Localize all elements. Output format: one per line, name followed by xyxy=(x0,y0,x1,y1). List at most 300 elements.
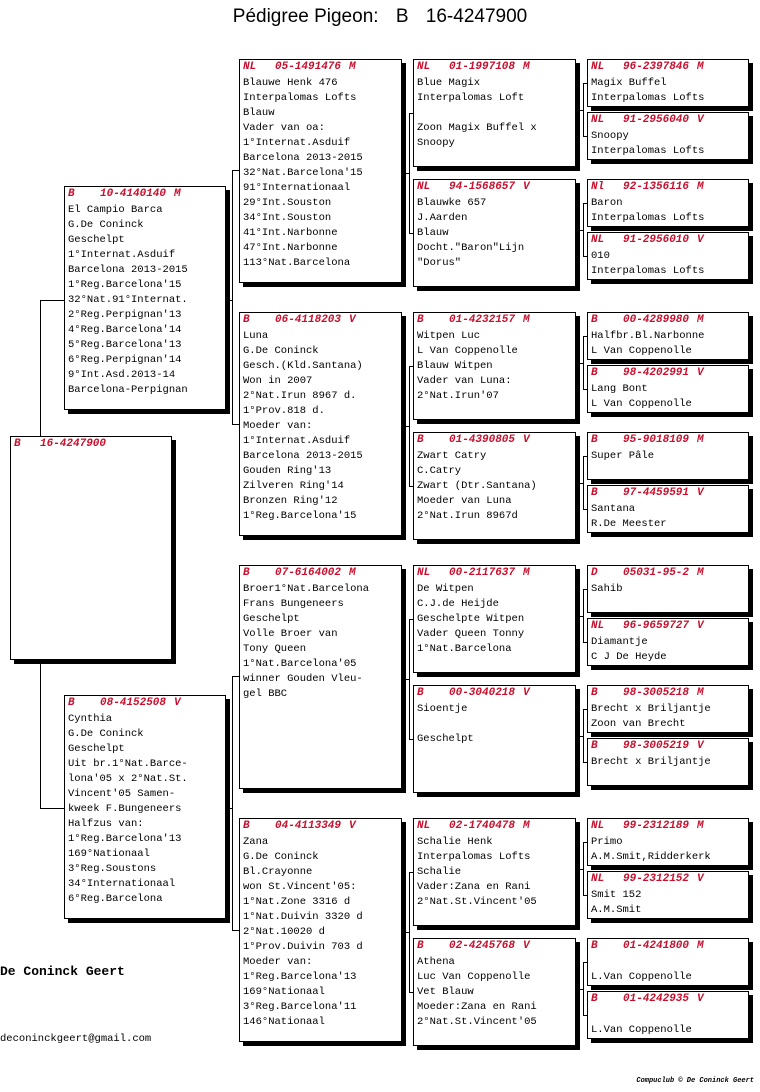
great-great-grandparent-card xyxy=(587,738,749,786)
ring-number: 06-4118203 xyxy=(275,314,342,326)
connector xyxy=(232,676,233,930)
pigeon-ring-header xyxy=(11,437,171,451)
detail-line: Luna xyxy=(243,330,269,342)
detail-line: Blauw xyxy=(417,227,449,239)
pigeon-details xyxy=(414,953,575,1030)
ring-sex: M xyxy=(697,314,704,326)
ring-country: NL xyxy=(591,820,605,832)
ring-sex: V xyxy=(523,434,530,446)
connector xyxy=(232,424,239,425)
pigeon-ring-header xyxy=(588,739,748,753)
pigeon-ring-header xyxy=(414,566,575,580)
pigeon-details xyxy=(414,327,575,404)
detail-line: Geschelpt xyxy=(68,234,125,246)
detail-line: L Van Coppenolle xyxy=(591,398,692,410)
detail-line: 47°Int.Narbonne xyxy=(243,242,338,254)
detail-line: Interpalomas Lofts xyxy=(243,92,357,104)
detail-line: Zwart Catry xyxy=(417,450,487,462)
great-grandparent-card xyxy=(413,685,576,793)
detail-line: gel BBC xyxy=(243,688,288,700)
detail-line: 32°Nat.Barcelona'15 xyxy=(243,167,363,179)
ring-number: 02-4245768 xyxy=(449,940,516,952)
ring-sex: M xyxy=(697,687,704,699)
detail-line: 29°Int.Souston xyxy=(243,197,332,209)
pigeon-details xyxy=(588,953,748,985)
detail-line: Schalie Henk xyxy=(417,836,493,848)
detail-line: Blauw xyxy=(243,107,275,119)
ring-sex: M xyxy=(523,61,530,73)
detail-line: Schalie xyxy=(417,866,462,878)
detail-line: 1°Prov.818 d. xyxy=(243,405,325,417)
pigeon-ring-header xyxy=(588,366,748,380)
ring-sex: M xyxy=(349,567,356,579)
detail-line: Witpen Luc xyxy=(417,330,481,342)
detail-line: kweek F.Bungeneers xyxy=(68,803,182,815)
pigeon-details xyxy=(588,74,748,106)
connector xyxy=(576,483,583,484)
detail-line: Vader van Luna: xyxy=(417,375,512,387)
subject-pigeon-card xyxy=(10,436,172,660)
detail-line: Zilveren Ring'14 xyxy=(243,480,344,492)
pigeon-ring-header xyxy=(240,566,401,580)
connector xyxy=(40,300,64,301)
detail-line: Zwart (Dtr.Santana) xyxy=(417,480,537,492)
ring-number: 98-4202991 xyxy=(623,367,690,379)
pigeon-ring-header xyxy=(588,819,748,833)
ring-country: B xyxy=(243,314,250,326)
pigeon-ring-header xyxy=(240,819,401,833)
pigeon-ring-header xyxy=(414,60,575,74)
ring-sex: M xyxy=(697,940,704,952)
connector xyxy=(583,962,584,1015)
detail-line: G.De Coninck xyxy=(68,219,144,231)
detail-line: 34°Int.Souston xyxy=(243,212,332,224)
great-grandparent-card xyxy=(413,432,576,540)
connector xyxy=(576,230,583,231)
detail-line: 3°Reg.Soustons xyxy=(68,863,157,875)
detail-line: Interpalomas Lofts xyxy=(417,851,531,863)
detail-line: 1°Nat.Duivin 3320 d xyxy=(243,911,363,923)
pigeon-details xyxy=(588,447,748,464)
ring-sex: M xyxy=(174,188,181,200)
detail-line: 146°Nationaal xyxy=(243,1016,325,1028)
detail-line: Uit br.1°Nat.Barce- xyxy=(68,758,188,770)
pigeon-ring-header xyxy=(240,60,401,74)
detail-line: Interpalomas Lofts xyxy=(591,265,705,277)
great-great-grandparent-card xyxy=(587,818,749,866)
detail-line: "Dorus" xyxy=(417,257,462,269)
pigeon-ring-header xyxy=(65,696,225,710)
detail-line: Barcelona 2013-2015 xyxy=(243,450,363,462)
ring-sex: V xyxy=(697,873,704,885)
connector xyxy=(583,83,584,136)
detail-line: Moeder van: xyxy=(243,420,313,432)
detail-line: G.De Coninck xyxy=(68,728,144,740)
connector xyxy=(402,932,409,933)
connector xyxy=(40,664,41,808)
detail-line: Interpalomas Lofts xyxy=(591,145,705,157)
ring-country: NL xyxy=(417,820,431,832)
pigeon-details xyxy=(414,833,575,910)
detail-line: 1°Internat.Asduif xyxy=(68,249,176,261)
detail-line: 169°Nationaal xyxy=(68,848,150,860)
detail-line: Gouden Ring'13 xyxy=(243,465,332,477)
detail-line: L Van Coppenolle xyxy=(417,345,518,357)
ring-country: Nl xyxy=(591,181,605,193)
ring-country: NL xyxy=(591,114,605,126)
ring-sex: V xyxy=(349,820,356,832)
detail-line: 1°Reg.Barcelona'13 xyxy=(68,833,182,845)
ring-country: NL xyxy=(591,873,605,885)
connector xyxy=(583,709,584,762)
detail-line: Primo xyxy=(591,836,623,848)
ring-number: 97-4459591 xyxy=(623,487,690,499)
detail-line: Zoon van Brecht xyxy=(591,718,686,730)
detail-line: Halfzus van: xyxy=(68,818,144,830)
connector xyxy=(576,989,583,990)
pigeon-details xyxy=(588,500,748,532)
ring-number: 96-2397846 xyxy=(623,61,690,73)
ring-sex: M xyxy=(697,820,704,832)
pigeon-details xyxy=(588,127,748,159)
detail-line: 1°Nat.Barcelona xyxy=(417,643,512,655)
ring-number: 92-1356116 xyxy=(623,181,690,193)
detail-line: Volle Broer van xyxy=(243,628,338,640)
ring-sex: V xyxy=(697,993,704,1005)
detail-line: Diamantje xyxy=(591,636,648,648)
detail-line: 169°Nationaal xyxy=(243,986,325,998)
detail-line: Vet Blauw xyxy=(417,986,474,998)
detail-line: L.Van Coppenolle xyxy=(591,1024,692,1036)
pigeon-ring-header xyxy=(588,313,748,327)
detail-line: L Van Coppenolle xyxy=(591,345,692,357)
detail-line: Santana xyxy=(591,503,636,515)
pigeon-ring-header xyxy=(414,180,575,194)
detail-line: 2°Nat.Irun 8967d xyxy=(417,510,518,522)
connector xyxy=(40,300,41,436)
great-grandparent-card xyxy=(413,565,576,673)
detail-line: Geschelpt xyxy=(417,733,474,745)
ring-country: B xyxy=(591,687,598,699)
ring-sex: M xyxy=(697,434,704,446)
ring-number: 96-9659727 xyxy=(623,620,690,632)
detail-line: 2°Nat.St.Vincent'05 xyxy=(417,896,537,908)
ring-country: B xyxy=(417,687,424,699)
detail-line: winner Gouden Vleu- xyxy=(243,673,363,685)
great-grandparent-card xyxy=(413,818,576,926)
detail-line: 1°Prov.Duivin 703 d xyxy=(243,941,363,953)
detail-line: Luc Van Coppenolle xyxy=(417,971,531,983)
ring-sex: V xyxy=(697,740,704,752)
detail-line: 010 xyxy=(591,250,610,262)
great-great-grandparent-card xyxy=(587,938,749,986)
ring-country: B xyxy=(417,940,424,952)
connector xyxy=(583,203,584,256)
ring-country: B xyxy=(417,314,424,326)
detail-line: Smit 152 xyxy=(591,889,642,901)
ring-number: 91-2956010 xyxy=(623,234,690,246)
detail-line: 32°Nat.91°Internat. xyxy=(68,294,188,306)
detail-line: Gesch.(Kld.Santana) xyxy=(243,360,363,372)
detail-line: Barcelona 2013-2015 xyxy=(68,264,188,276)
ring-country: NL xyxy=(243,61,257,73)
detail-line: Zoon Magix Buffel x xyxy=(417,122,537,134)
detail-line: C J De Heyde xyxy=(591,651,667,663)
pigeon-ring-header xyxy=(588,566,748,580)
detail-line: Sioentje xyxy=(417,703,468,715)
detail-line: lona'05 x 2°Nat.St. xyxy=(68,773,188,785)
detail-line: 113°Nat.Barcelona xyxy=(243,257,351,269)
connector xyxy=(226,300,232,301)
ring-sex: V xyxy=(697,114,704,126)
father-card xyxy=(64,186,226,410)
ring-country: B xyxy=(243,567,250,579)
connector xyxy=(583,842,584,895)
great-great-grandparent-card xyxy=(587,432,749,480)
great-great-grandparent-card xyxy=(587,312,749,360)
ring-sex: V xyxy=(349,314,356,326)
ring-number: 04-4113349 xyxy=(275,820,342,832)
connector xyxy=(232,930,239,931)
detail-line: Geschelpt xyxy=(68,743,125,755)
pigeon-details xyxy=(414,74,575,151)
ring-number: 16-4247900 xyxy=(40,438,107,450)
detail-line: 2°Nat.10020 d xyxy=(243,926,325,938)
detail-line: 5°Reg.Barcelona'13 xyxy=(68,339,182,351)
ring-number: 95-9018109 xyxy=(623,434,690,446)
pigeon-ring-header xyxy=(414,819,575,833)
pigeon-details xyxy=(588,633,748,665)
detail-line: A.M.Smit,Ridderkerk xyxy=(591,851,711,863)
pigeon-details xyxy=(240,327,401,524)
pigeon-details xyxy=(414,700,575,747)
detail-line: 2°Nat.Irun'07 xyxy=(417,390,499,402)
great-great-grandparent-card xyxy=(587,685,749,733)
ring-number: 08-4152508 xyxy=(100,697,167,709)
pigeon-details xyxy=(65,201,225,398)
detail-line: 2°Reg.Perpignan'13 xyxy=(68,309,182,321)
pigeon-ring-header xyxy=(588,486,748,500)
ring-country: NL xyxy=(591,620,605,632)
title-ring: 16-4247900 xyxy=(425,6,528,27)
detail-line: 6°Reg.Barcelona xyxy=(68,893,163,905)
detail-line: 1°Internat.Asduif xyxy=(243,435,351,447)
title-country: B xyxy=(395,6,409,27)
ring-number: 01-4390805 xyxy=(449,434,516,446)
detail-line: 91°Internationaal xyxy=(243,182,351,194)
detail-line: Barcelona-Perpignan xyxy=(68,384,188,396)
great-great-grandparent-card xyxy=(587,179,749,227)
pigeon-ring-header xyxy=(588,180,748,194)
pigeon-ring-header xyxy=(588,939,748,953)
pigeon-details xyxy=(588,833,748,865)
detail-line: Cynthia xyxy=(68,713,113,725)
detail-line: 1°Nat.Zone 3316 d xyxy=(243,896,351,908)
detail-line: Geschelpte Witpen xyxy=(417,613,525,625)
ring-country: B xyxy=(417,434,424,446)
ring-sex: M xyxy=(697,181,704,193)
pigeon-ring-header xyxy=(414,433,575,447)
pigeon-ring-header xyxy=(588,686,748,700)
ring-sex: M xyxy=(697,567,704,579)
detail-line: Frans Bungeneers xyxy=(243,598,344,610)
ring-sex: V xyxy=(523,687,530,699)
grandparent-card xyxy=(239,565,402,789)
detail-line: Halfbr.Bl.Narbonne xyxy=(591,330,705,342)
ring-number: 05031-95-2 xyxy=(623,567,690,579)
connector xyxy=(409,619,410,739)
detail-line: Moeder van Luna xyxy=(417,495,512,507)
connector xyxy=(583,589,584,642)
detail-line: Brecht x Briljantje xyxy=(591,703,711,715)
connector xyxy=(576,869,583,870)
pigeon-details xyxy=(588,580,748,597)
ring-country: B xyxy=(68,697,75,709)
ring-sex: V xyxy=(523,940,530,952)
connector xyxy=(402,426,409,427)
ring-sex: V xyxy=(697,487,704,499)
grandparent-card xyxy=(239,312,402,536)
detail-line: Super Pâle xyxy=(591,450,655,462)
ring-sex: M xyxy=(697,61,704,73)
detail-line: Lang Bont xyxy=(591,383,648,395)
ring-country: NL xyxy=(417,61,431,73)
ring-country: B xyxy=(68,188,75,200)
pigeon-ring-header xyxy=(588,60,748,74)
great-great-grandparent-card xyxy=(587,59,749,107)
ring-number: 98-3005219 xyxy=(623,740,690,752)
connector xyxy=(576,363,583,364)
detail-line xyxy=(591,955,748,970)
detail-line: Tony Queen xyxy=(243,643,307,655)
pigeon-details xyxy=(414,194,575,271)
connector xyxy=(409,113,410,233)
pigeon-details xyxy=(588,1006,748,1038)
pigeon-ring-header xyxy=(588,619,748,633)
detail-line xyxy=(417,717,575,732)
great-great-grandparent-card xyxy=(587,485,749,533)
page-title xyxy=(0,6,760,28)
detail-line: Moeder:Zana en Rani xyxy=(417,1001,537,1013)
connector xyxy=(409,366,410,486)
pigeon-details xyxy=(588,327,748,359)
detail-line: 9°Int.Asd.2013-14 xyxy=(68,369,176,381)
ring-sex: M xyxy=(523,567,530,579)
detail-line: Bronzen Ring'12 xyxy=(243,495,338,507)
ring-sex: V xyxy=(697,367,704,379)
grandparent-card xyxy=(239,818,402,1042)
ring-country: NL xyxy=(417,181,431,193)
detail-line: El Campio Barca xyxy=(68,204,163,216)
great-great-grandparent-card xyxy=(587,871,749,919)
detail-line: Brecht x Briljantje xyxy=(591,756,711,768)
detail-line: 3°Reg.Barcelona'11 xyxy=(243,1001,357,1013)
pigeon-details xyxy=(588,753,748,770)
ring-number: 91-2956040 xyxy=(623,114,690,126)
pigeon-details xyxy=(588,247,748,279)
detail-line: Bl.Crayonne xyxy=(243,866,313,878)
ring-number: 01-4242935 xyxy=(623,993,690,1005)
ring-number: 01-4232157 xyxy=(449,314,516,326)
ring-country: NL xyxy=(591,61,605,73)
detail-line: C.J.de Heijde xyxy=(417,598,499,610)
detail-line: Interpalomas Loft xyxy=(417,92,525,104)
connector xyxy=(232,170,233,424)
detail-line: C.Catry xyxy=(417,465,462,477)
detail-line: Zana xyxy=(243,836,269,848)
detail-line: 41°Int.Narbonne xyxy=(243,227,338,239)
ring-number: 05-1491476 xyxy=(275,61,342,73)
great-great-grandparent-card xyxy=(587,565,749,613)
detail-line: Snoopy xyxy=(417,137,455,149)
detail-line: 34°Internationaal xyxy=(68,878,176,890)
great-great-grandparent-card xyxy=(587,232,749,280)
connector xyxy=(402,679,409,680)
pigeon-details xyxy=(588,380,748,412)
great-grandparent-card xyxy=(413,179,576,287)
ring-number: 00-3040218 xyxy=(449,687,516,699)
pigeon-ring-header xyxy=(588,233,748,247)
ring-number: 10-4140140 xyxy=(100,188,167,200)
detail-line: Blue Magix xyxy=(417,77,481,89)
connector xyxy=(583,336,584,389)
detail-line: R.De Meester xyxy=(591,518,667,530)
great-grandparent-card xyxy=(413,938,576,1046)
ring-number: 99-2312152 xyxy=(623,873,690,885)
ring-sex: V xyxy=(697,620,704,632)
connector xyxy=(232,676,239,677)
detail-line: Geschelpt xyxy=(243,613,300,625)
detail-line: 1°Reg.Barcelona'15 xyxy=(243,510,357,522)
connector xyxy=(409,872,410,992)
detail-line: Won in 2007 xyxy=(243,375,313,387)
detail-line: J.Aarden xyxy=(417,212,468,224)
ring-sex: V xyxy=(174,697,181,709)
connector xyxy=(576,616,583,617)
detail-line: Sahib xyxy=(591,583,623,595)
ring-sex: V xyxy=(523,181,530,193)
owner-email: deconinckgeert@gmail.com xyxy=(0,1033,152,1045)
pigeon-ring-header xyxy=(414,686,575,700)
connector xyxy=(226,808,232,809)
detail-line: Vincent'05 Samen- xyxy=(68,788,176,800)
detail-line: 1°Internat.Asduif xyxy=(243,137,351,149)
detail-line: G.De Coninck xyxy=(243,345,319,357)
connector xyxy=(583,456,584,509)
pigeon-ring-header xyxy=(414,939,575,953)
detail-line: 1°Nat.Barcelona'05 xyxy=(243,658,357,670)
ring-number: 07-6164002 xyxy=(275,567,342,579)
ring-sex: M xyxy=(349,61,356,73)
detail-line: A.M.Smit xyxy=(591,904,642,916)
connector xyxy=(402,173,409,174)
detail-line: Vader van oa: xyxy=(243,122,325,134)
detail-line: Blauw Witpen xyxy=(417,360,493,372)
detail-line: G.De Coninck xyxy=(243,851,319,863)
pigeon-ring-header xyxy=(588,872,748,886)
ring-country: B xyxy=(591,434,598,446)
pigeon-details xyxy=(414,580,575,657)
mother-card xyxy=(64,695,226,919)
connector xyxy=(232,170,239,171)
pigeon-details xyxy=(240,74,401,271)
ring-number: 00-4289980 xyxy=(623,314,690,326)
detail-line: Docht."Baron"Lijn xyxy=(417,242,525,254)
connector xyxy=(576,736,583,737)
pigeon-ring-header xyxy=(588,433,748,447)
grandparent-card xyxy=(239,59,402,283)
ring-country: B xyxy=(591,487,598,499)
